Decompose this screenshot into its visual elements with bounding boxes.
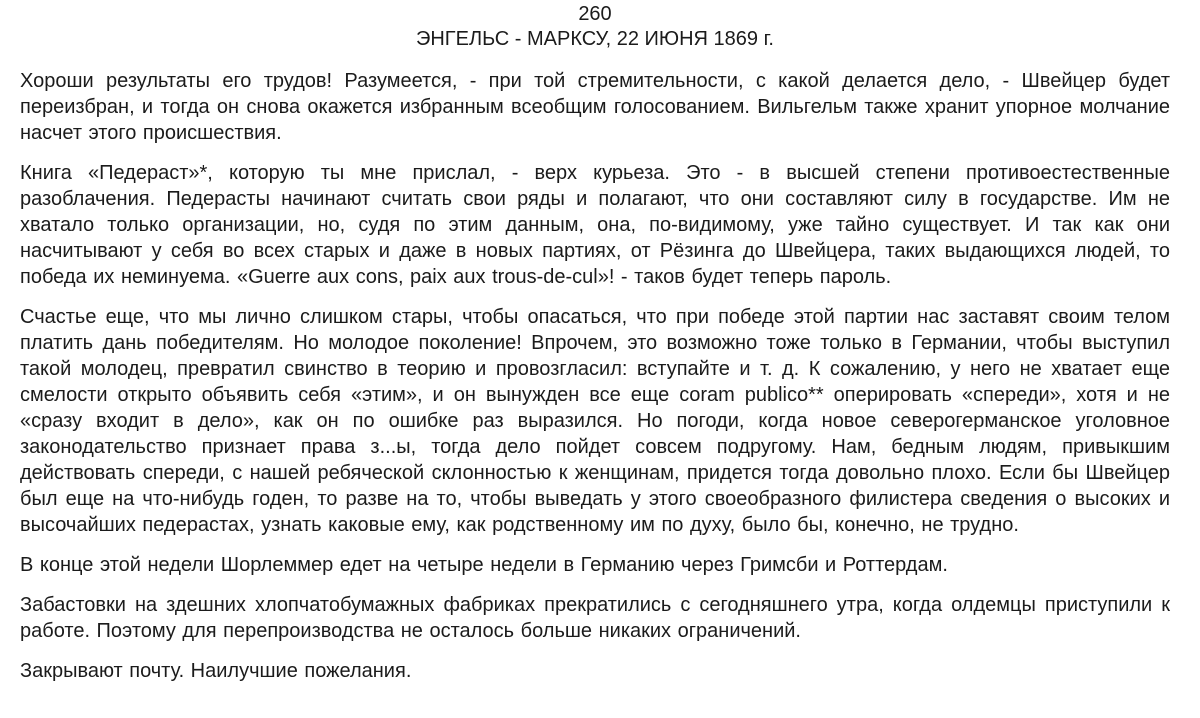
- paragraph-5: Забастовки на здешних хлопчатобумажных фабриках прекратились с сегодняшнего утра, когда олдемцы приступили к работе. Поэтому для перепроизводства не осталось больше никаких ограничений.: [20, 594, 1170, 642]
- letter-body: [20, 68, 1170, 684]
- paragraph-1: Хороши результаты его трудов! Разумеется, - при той стремительности, с какой делается дело, - Швейцер будет переизбран, и тогда он снова окажется избранным всеобщим голосованием. Вильгельм также хранит упорное молчание насчет этого происшествия.: [20, 70, 1170, 144]
- paragraph-2: Книга «Педераст»*, которую ты мне прислал, - верх курьеза. Это - в высшей степени противоестественные разоблачения. Педерасты начинают считать свои ряды и полагают, что они составляют силу в государстве. Им не хватало только организации, но, судя по этим данным, она, по-видимому, уже тайно существует. И так как они насчитывают у себя во всех старых и даже в новых партиях, от Рёзинга до Швейцера, таких выдающихся людей, то победа их неминуема. «Guerre aux cons, paix aux trous-de-cul»! - таков будет теперь пароль.: [20, 162, 1170, 288]
- paragraph-3: Счастье еще, что мы лично слишком стары, чтобы опасаться, что при победе этой партии нас заставят своим телом платить дань победителям. Но молодое поколение! Впрочем, это возможно тоже только в Германии, чтобы выступил такой молодец, превратил свинство в теорию и провозгласил: вступайте и т. д. К сожалению, у него не хватает еще смелости открыто объявить себя «этим», и он вынужден все еще coram publico** оперировать «спереди», хотя и не «сразу входит в дело», как он по ошибке раз выразился. Но погоди, когда новое северогерманское уголовное законодательство признает права з...ы, тогда дело пойдет совсем подругому. Нам, бедным людям, привыкшим действовать спереди, с нашей ребяческой склонностью к женщинам, придется тогда довольно плохо. Если бы Швейцер был еще на что-нибудь годен, то разве на то, чтобы выведать у этого своеобразного филистера сведения о высоких и высочайших педерастах, узнать каковые ему, как родственному им по духу, было бы, конечно, не трудно.: [20, 306, 1170, 536]
- paragraph-4: В конце этой недели Шорлеммер едет на четыре недели в Германию через Гримсби и Роттердам.: [20, 554, 948, 576]
- paragraph-6: Закрывают почту. Наилучшие пожелания.: [20, 660, 412, 682]
- page-header: [20, 2, 1170, 52]
- page-number: 260: [578, 3, 612, 25]
- letter-title: ЭНГЕЛЬС - МАРКСУ, 22 ИЮНЯ 1869 г.: [415, 28, 774, 50]
